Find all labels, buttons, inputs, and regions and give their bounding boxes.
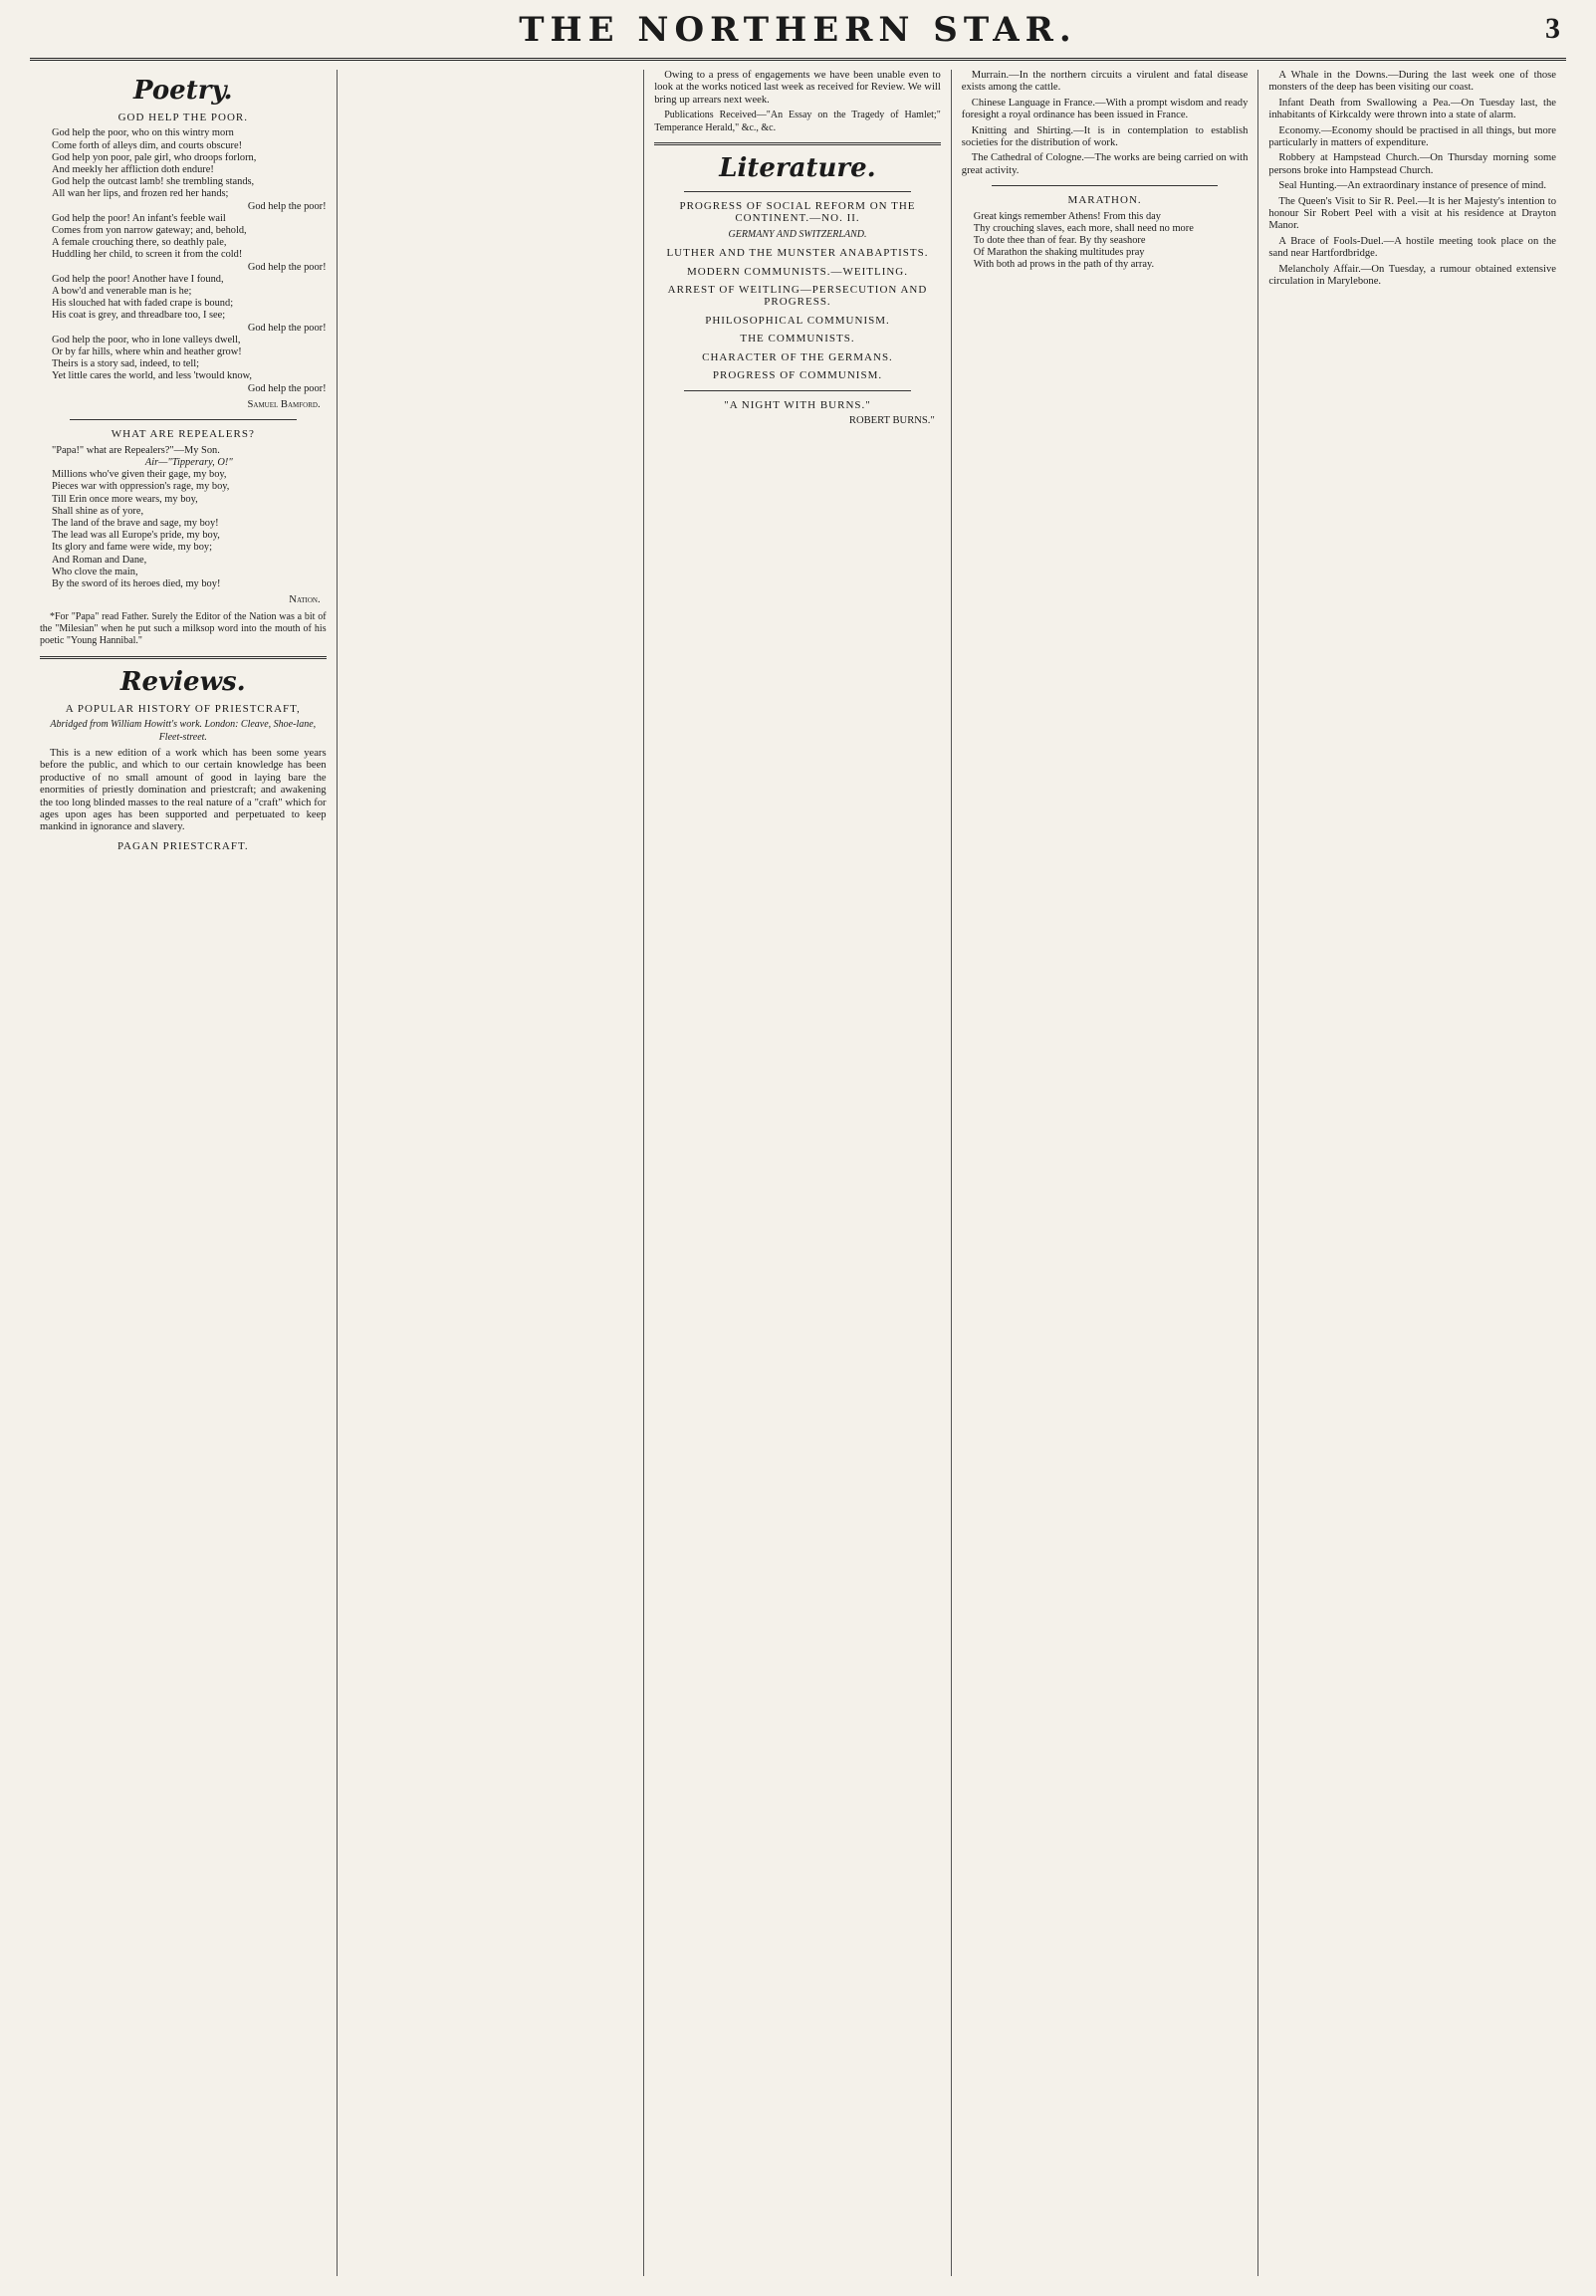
poem-refrain: God help the poor! [247, 261, 327, 273]
news-item: Economy.—Economy should be practised in all things, but more particularly in matters of expenditure. [1268, 124, 1556, 149]
page-number: 3 [1545, 12, 1560, 45]
newspaper-title: THE NORTHERN STAR. [519, 10, 1077, 50]
divider [992, 185, 1219, 186]
literature-article-subtitle: GERMANY AND SWITZERLAND. [728, 228, 867, 240]
divider [70, 419, 297, 420]
poem-line: Till Erin once more wears, my boy, [52, 493, 198, 505]
news-item: Seal Hunting.—An extraordinary instance of presence of mind. [1278, 180, 1546, 192]
masthead [30, 8, 1566, 61]
column3-heading: THE COMMUNISTS. [740, 333, 855, 345]
poem-line: God help the poor, who on this wintry morn [52, 127, 234, 139]
column-1 [30, 70, 338, 2276]
poem-body [52, 127, 327, 394]
poem-line: Who clove the main, [52, 566, 138, 577]
newspaper-columns [30, 70, 1566, 2276]
news-item: A Brace of Fools-Duel.—A hostile meeting took place on the sand near Hartfordbridge. [1268, 235, 1556, 260]
literature-article-title: PROGRESS OF SOCIAL REFORM ON THE CONTINENT.—NO. II. [679, 200, 916, 225]
divider [684, 191, 911, 192]
night-with-burns-title: "A NIGHT WITH BURNS." [724, 398, 871, 411]
section-heading-reviews: Reviews. [119, 666, 246, 697]
poem-line: Air—"Tipperary, O!" [144, 456, 233, 468]
marathon-poem [974, 211, 1249, 272]
poem-line: Or by far hills, where whin and heather grow! [52, 346, 242, 358]
poem-line: Huddling her child, to screen it from the cold! [52, 249, 243, 261]
divider [654, 142, 941, 145]
poem-refrain: God help the poor! [247, 382, 327, 394]
owing-note: Owing to a press of engagements we have been unable even to look at the works noticed last week as received for Review. We will bring up arrears next week. [654, 70, 941, 106]
review-subtitle: Abridged from William Howitt's work. London: Cleave, Shoe-lane, Fleet-street. [50, 719, 317, 743]
poem-line: God help the poor! An infant's feeble wail [52, 212, 226, 224]
poem-line: And meekly her affliction doth endure! [52, 164, 214, 176]
poem-line: Pieces war with oppression's rage, my boy, [52, 481, 230, 493]
literature-subheading: LUTHER AND THE MUNSTER ANABAPTISTS. [666, 247, 929, 260]
burns-signature: ROBERT BURNS." [848, 414, 935, 426]
poem-line: The land of the brave and sage, my boy! [52, 517, 219, 529]
news-item: Knitting and Shirting.—It is in contemplation to establish societies for the distribution of work. [961, 124, 1249, 149]
poem-line: Millions who've given their gage, my boy, [52, 469, 227, 481]
news-item: A Whale in the Downs.—During the last week one of those monsters of the deep has been visiting our coast. [1268, 70, 1556, 94]
poem-line: And Roman and Dane, [52, 554, 147, 566]
poem-line: Shall shine as of yore, [52, 505, 144, 517]
poem-line: Of Marathon the shaking multitudes pray [973, 247, 1145, 259]
poem-line: Come forth of alleys dim, and courts obscure! [52, 139, 243, 151]
marathon-title: MARATHON. [1067, 194, 1142, 207]
poem-line: A bow'd and venerable man is he; [52, 286, 192, 298]
poem-body [52, 445, 327, 590]
poem-line: By the sword of its heroes died, my boy! [52, 577, 221, 589]
poem-title: WHAT ARE REPEALERS? [111, 428, 255, 441]
poem-line: Comes from yon narrow gateway; and, behold, [52, 225, 247, 237]
poem-footnote: *For "Papa" read Father. Surely the Editor of the Nation was a bit of the "Milesian" when he put such a milksop word into the mouth of his poetic "Young Hannibal." [40, 610, 327, 647]
poem-line: Yet little cares the world, and less 'twould know, [52, 370, 252, 382]
poem-title: GOD HELP THE POOR. [117, 112, 249, 123]
poem-refrain: God help the poor! [247, 200, 327, 212]
poem-line: God help the poor! Another have I found, [52, 273, 224, 285]
publications-received: Publications Received—"An Essay on the Tragedy of Hamlet;" Temperance Herald," &c., &c. [654, 110, 941, 133]
literature-subheading: ARREST OF WEITLING—PERSECUTION AND PROGRESS. [667, 284, 928, 309]
poem-line: Theirs is a story sad, indeed, to tell; [52, 358, 200, 370]
news-item: Chinese Language in France.—With a prompt wisdom and ready foresight a royal ordinance has been issued in France. [961, 97, 1249, 121]
poem-line: God help the outcast lamb! she trembling stands, [52, 176, 255, 188]
poem-refrain: God help the poor! [247, 322, 327, 334]
divider [684, 390, 911, 391]
column-2 [338, 70, 645, 2276]
poem-line: His slouched hat with faded crape is bound; [52, 298, 234, 310]
news-item: Melancholy Affair.—On Tuesday, a rumour obtained extensive circulation in Marylebone. [1268, 263, 1556, 288]
column-5 [1258, 70, 1566, 2276]
poem-line: Thy crouching slaves, each more, shall need no more [973, 222, 1194, 234]
divider [40, 656, 327, 659]
poem-line: With both ad prows in the path of thy array. [973, 259, 1155, 271]
poem-line: A female crouching there, so deathly pale, [52, 237, 227, 249]
literature-subheading: MODERN COMMUNISTS.—WEITLING. [686, 265, 908, 278]
poem-line: Its glory and fame were wide, my boy; [52, 542, 213, 554]
news-item: Infant Death from Swallowing a Pea.—On Tuesday last, the inhabitants of Kirkcaldy were thrown into a state of alarm. [1268, 97, 1556, 121]
poem-author: Samuel Bamford. [247, 398, 321, 410]
column-3 [644, 70, 952, 2276]
poem-line: His coat is grey, and threadbare too, I see; [52, 310, 226, 322]
column3-heading: CHARACTER OF THE GERMANS. [702, 350, 893, 363]
poem-author: Nation. [289, 594, 321, 606]
poem-line: Great kings remember Athens! From this day [973, 210, 1161, 222]
column-4 [952, 70, 1259, 2276]
news-item: Robbery at Hampstead Church.—On Thursday morning some persons broke into Hampstead Church. [1268, 152, 1556, 176]
news-item: The Queen's Visit to Sir R. Peel.—It is her Majesty's intention to honour Sir Robert Peel with a visit at his residence at Drayton Manor. [1268, 195, 1556, 232]
news-item: Murrain.—In the northern circuits a virulent and fatal disease exists among the cattle. [961, 70, 1249, 94]
poem-line: God help the poor, who in lone valleys dwell, [52, 334, 241, 345]
poem-line: To dote thee than of fear. By thy seashore [973, 235, 1146, 247]
poem-line: God help yon poor, pale girl, who droops forlorn, [52, 151, 257, 163]
poem-line: All wan her lips, and frozen red her hands; [52, 188, 229, 200]
review-subheading: PAGAN PRIESTCRAFT. [116, 839, 249, 852]
review-lead: This is a new edition of a work which has been some years before the public, and which to our certain knowledge has been productive of no small amount of good in laying bare the enormities of priestly domination and priestcraft; and awakening the too long blinded masses to the real nature of a "craft" which for ages upon ages has been supported and perpetuated to keep mankind in ignorance and slavery. [40, 747, 327, 833]
review-title: A POPULAR HISTORY OF PRIESTCRAFT, [65, 702, 301, 715]
news-item: The Cathedral of Cologne.—The works are being carried on with great activity. [961, 152, 1249, 176]
poem-line: The lead was all Europe's pride, my boy, [52, 530, 220, 542]
column3-heading: PHILOSOPHICAL COMMUNISM. [705, 314, 890, 327]
poem-line: "Papa!" what are Repealers?"—My Son. [52, 444, 220, 456]
section-heading-literature: Literature. [719, 153, 876, 184]
column3-heading: PROGRESS OF COMMUNISM. [712, 369, 883, 382]
section-heading-poetry: Poetry. [132, 76, 233, 106]
